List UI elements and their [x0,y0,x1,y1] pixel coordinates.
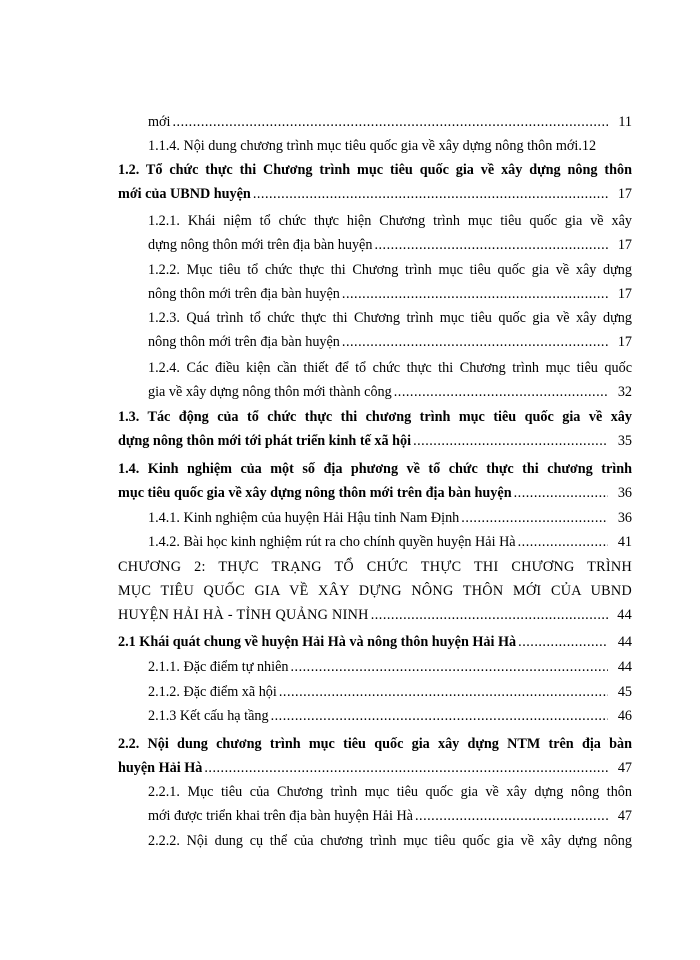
toc-entry-text: 1.4. Kinh nghiệm của một số địa phương về tổ chức thực thi chương trình [118,461,632,477]
toc-entry-2-1-3[interactable] [148,704,632,728]
toc-entry-text: 1.2.3. Quá trình tổ chức thực thi Chương trình mục tiêu quốc gia về xây dựng [148,310,632,326]
toc-entry-1-2-2-cont[interactable] [148,282,632,306]
toc-page-number: 44 [617,607,632,623]
toc-page-number: 41 [617,534,632,550]
dot-leader [518,630,608,654]
toc-entry-text: mới của UBND huyện [118,186,251,202]
toc-page-number: 47 [617,808,632,824]
toc-entry-text: gia về xây dựng nông thôn mới thành công [148,384,392,400]
toc-entry-2-1-1[interactable] [148,655,632,679]
toc-entry-text: mới [148,114,171,130]
toc-page-number: 32 [617,384,632,400]
toc-entry-text: nông thôn mới trên địa bàn huyện [148,286,340,302]
toc-entry-text: 1.2. Tổ chức thực thi Chương trình mục tiêu quốc gia về xây dựng nông thôn [118,162,632,178]
toc-page-number: 36 [617,510,632,526]
toc-entry-text: huyện Hải Hà [118,760,203,776]
toc-page-number: 11 [618,114,632,130]
toc-entry-1-2-1-cont[interactable] [148,233,632,257]
toc-page-number: 35 [617,433,632,449]
toc-entry-text: 1.3. Tác động của tổ chức thực thi chương trình mục tiêu quốc gia về xây [118,409,632,425]
toc-page-number: 44 [617,659,632,675]
toc-heading-2-2-cont[interactable] [118,756,632,780]
toc-entry-text: 1.4.1. Kinh nghiệm của huyện Hải Hậu tỉnh Nam Định [148,510,460,526]
toc-entry-text: 1.2.2. Mục tiêu tổ chức thực thi Chương trình mục tiêu quốc gia về xây dựng [148,262,632,278]
dot-leader [518,530,608,554]
toc-page-number: 17 [617,334,632,350]
dot-leader [290,655,608,679]
dot-leader [461,506,608,530]
toc-entry-2-2-1-cont[interactable] [148,804,632,828]
toc-entry-text: nông thôn mới trên địa bàn huyện [148,334,340,350]
toc-entry-text: 2.2.1. Mục tiêu của Chương trình mục tiêu quốc gia về xây dựng nông thôn [148,784,632,800]
toc-entry-1-4-2[interactable] [148,530,632,554]
dot-leader [394,380,608,404]
dot-leader [204,756,608,780]
toc-entry-text: 1.1.4. Nội dung chương trình mục tiêu quốc gia về xây dựng nông thôn mới. [148,138,582,154]
toc-entry-text: 1.4.2. Bài học kinh nghiệm rút ra cho chính quyền huyện Hải Hà [148,534,516,550]
dot-leader [413,429,608,453]
toc-entry-text: 2.1 Khái quát chung về huyện Hải Hà và nông thôn huyện Hải Hà [118,634,517,650]
toc-entry-text: 2.1.3 Kết cấu hạ tầng [148,708,269,724]
dot-leader [371,603,608,627]
toc-page-number: 17 [617,186,632,202]
toc-entry-text: 2.1.1. Đặc điểm tự nhiên [148,659,289,675]
dot-leader [514,481,608,505]
toc-entry-1-4-1[interactable] [148,506,632,530]
toc-entry-text: HUYỆN HẢI HÀ - TỈNH QUẢNG NINH [118,607,369,623]
toc-page-number: 17 [617,237,632,253]
dot-leader [172,110,608,134]
toc-entry-1-1-4[interactable] [148,134,632,158]
toc-heading-1-3-cont[interactable] [118,429,632,453]
toc-page-number: 45 [617,684,632,700]
toc-entry-cont[interactable] [148,110,632,134]
toc-entry-text: 2.1.2. Đặc điểm xã hội [148,684,277,700]
dot-leader [342,282,608,306]
dot-leader [253,182,608,206]
toc-page-number: 47 [617,760,632,776]
dot-leader [279,680,608,704]
toc-entry-2-1-2[interactable] [148,680,632,704]
toc-entry-text: CHƯƠNG 2: THỰC TRẠNG TỔ CHỨC THỰC THI CHƯƠNG TRÌNH [118,559,632,575]
toc-entry-text: MỤC TIÊU QUỐC GIA VỀ XÂY DỰNG NÔNG THÔN MỚI CỦA UBND [118,583,632,599]
toc-entry-1-2-3-cont[interactable] [148,330,632,354]
dot-leader [415,804,608,828]
toc-page-number: 12 [581,138,597,154]
toc-page-number: 17 [617,286,632,302]
toc-entry-text: dựng nông thôn mới trên địa bàn huyện [148,237,373,253]
toc-entry-1-2-4-cont[interactable] [148,380,632,404]
toc-entry-text: 2.2. Nội dung chương trình mục tiêu quốc gia xây dựng NTM trên địa bàn [118,736,632,752]
toc-entry-text: mới được triển khai trên địa bàn huyện Hải Hà [148,808,413,824]
toc-page-number: 36 [617,485,632,501]
dot-leader [374,233,608,257]
toc-heading-1-4-cont[interactable] [118,481,632,505]
toc-page-number: 44 [617,634,632,650]
toc-entry-text: 1.2.4. Các điều kiện cần thiết để tổ chức thực thi Chương trình mục tiêu quốc [148,360,632,376]
toc-entry-text: 2.2.2. Nội dung cụ thể của chương trình mục tiêu quốc gia về xây dựng nông [148,833,632,849]
toc-page-number: 46 [617,708,632,724]
dot-leader [271,704,608,728]
dot-leader [342,330,608,354]
toc-entry-text: 1.2.1. Khái niệm tổ chức thực hiện Chương trình mục tiêu quốc gia về xây [148,213,632,229]
toc-entry-text: dựng nông thôn mới tới phát triển kinh tế xã hội [118,433,412,449]
toc-entry-text: mục tiêu quốc gia về xây dựng nông thôn mới trên địa bàn huyện [118,485,512,501]
toc-heading-2-1[interactable] [118,630,632,654]
toc-chapter-2-cont2[interactable] [118,603,632,627]
toc-heading-1-2-cont[interactable] [118,182,632,206]
